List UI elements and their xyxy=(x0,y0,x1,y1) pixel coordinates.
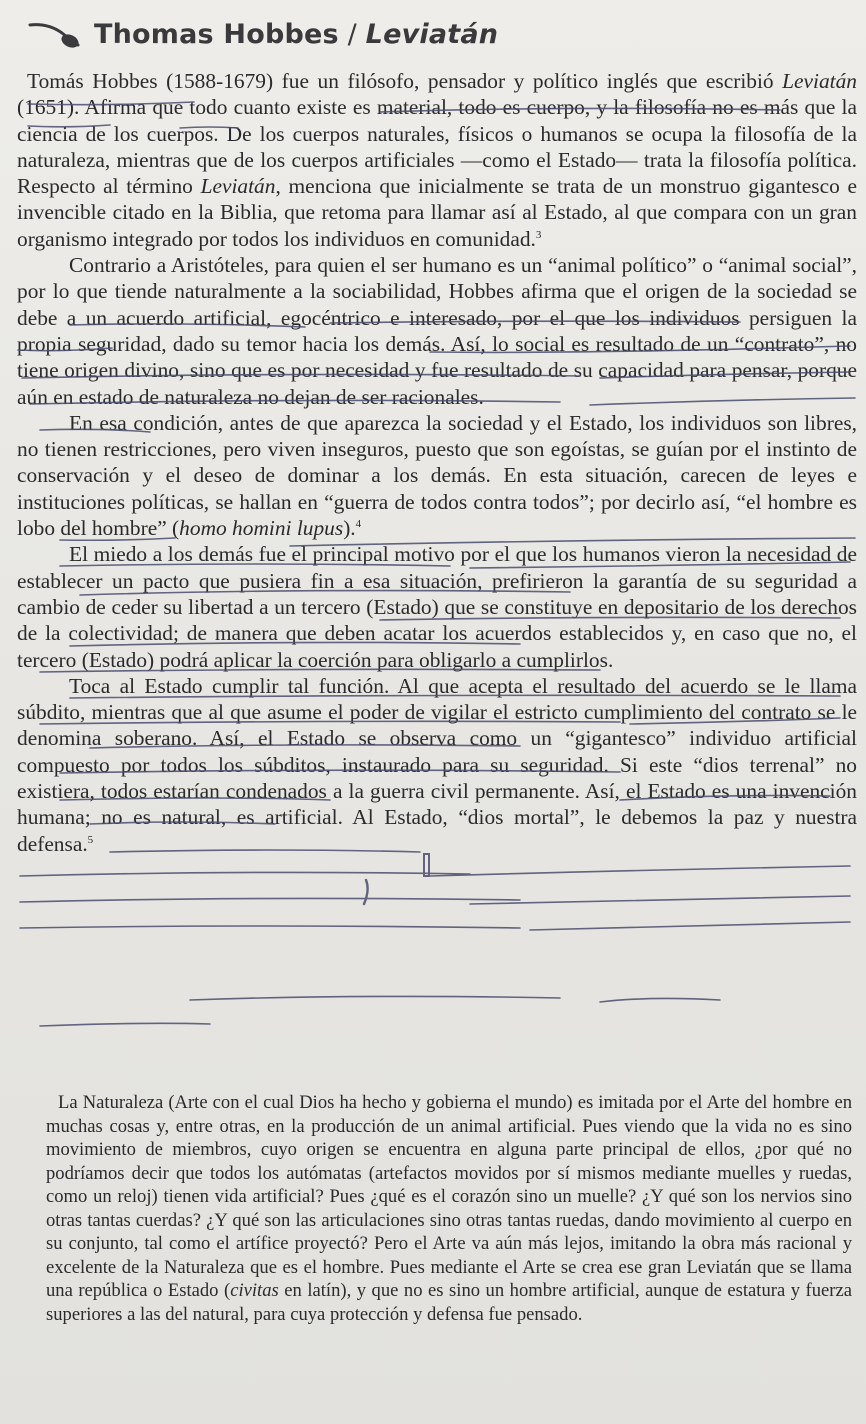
paragraph-3-text-b: ). xyxy=(343,516,356,541)
paragraph-1-text-b: (1651). Afirma que todo cuanto existe es material, todo es cuerpo, y la filosofía no es más que la ciencia de los cuerpos. De los cuerpos naturales, físicos o humanos se ocupa la filosofía de la naturaleza, mientras que de los cuerpos artificiales —como el Estado— trata la filosofía política. Respecto al término xyxy=(17,95,857,199)
section-header xyxy=(28,14,498,54)
paragraph-1 xyxy=(17,68,857,252)
paragraph-5-text: Toca al Estado cumplir tal función. Al que acepta el resultado del acuerdo se le llama súbdito, mientras que al que asume el poder de vigilar el estricto cumplimiento del contrato se le denomina soberano. Así, el Estado se observa como un “gigantesco” individuo artificial compuesto por todos los súbditos, instaurado para su seguridad. Si este “dios terrenal” no existiera, todos estarían condenados a la guerra civil permanente. Así, el Estado es una invención humana; no es natural, es artificial. Al Estado, “dios mortal”, le debemos la paz y nuestra defensa. xyxy=(17,673,857,856)
brush-stroke-icon xyxy=(28,19,80,49)
footnote-ref-5[interactable]: 5 xyxy=(87,833,94,846)
block-quote xyxy=(46,1091,852,1326)
quote-text-a: La Naturaleza (Arte con el cual Dios ha hecho y gobierna el mundo) es imitada por el Arte del hombre en muchas cosas y, entre otras, en la producción de un animal artificial. Pues viendo que la vida no es sino movimiento de miembros, cuyo origen se encuentra en alguna parte principal de ellos, ¿por qué no podríamos decir que todos los autómatas (artefactos movidos por sí mismos mediante muelles y ruedas, como un reloj) tienen vida artificial? Pues ¿qué es el corazón sino un muelle? ¿Y qué son los nervios sino otras tantas cuerdas? ¿Y qué son las articulaciones sino otras tantas ruedas, dando movimiento al cuerpo en su conjunto, tal como el artífice proyectó? Pero el Arte va aún más lejos, imitando la obra más racional y excelente de la Naturaleza que es el hombre. Pues mediante el Arte se crea ese gran Leviatán que se llama una república o Estado ( xyxy=(46,1092,852,1301)
paragraph-1-text-a: Tomás Hobbes (1588-1679) fue un filósofo, pensador y político inglés que escribió xyxy=(27,69,783,93)
title-separator: / xyxy=(338,18,366,50)
underline-mark xyxy=(40,1023,210,1026)
paragraph-3-text-a: En esa condición, antes de que aparezca la sociedad y el Estado, los individuos son libres, no tienen restricciones, pero viven inseguros, puesto que son egoístas, se guían por el instinto de conservación y el deseo de dominar a los demás. En esta situación, carecen de leyes e instituciones políticas, se hallan en “guerra de todos contra todos”; por decirlo así, “el hombre es lobo del hombre” ( xyxy=(17,410,857,541)
footnote-ref-4[interactable]: 4 xyxy=(355,517,362,530)
underline-mark xyxy=(20,926,520,928)
title-author: Thomas Hobbes xyxy=(94,18,339,50)
quote-italic: civitas xyxy=(230,1280,279,1301)
title-work: Leviatán xyxy=(365,18,499,50)
paragraph-4-text: El miedo a los demás fue el principal motivo por el que los humanos vieron la necesidad de establecer un pacto que pusiera fin a esa situación, prefirieron la garantía de su seguridad a cambio de ceder su libertad a un tercero (Estado) que se constituye en depositario de los derechos de la colectividad; de manera que deben acatar los acuerdos establecidos y, en caso que no, el tercero (Estado) podrá aplicar la coerción para obligarlo a cumplirlos. xyxy=(17,542,857,672)
quote-text-b: en latín), y que no es sino un hombre artificial, aunque de estatura y fuerza superiores a las del natural, para cuya protección y defensa fue pensado. xyxy=(46,1280,852,1325)
paragraph-2-text: Contrario a Aristóteles, para quien el ser humano es un “animal político” o “animal social”, por lo que tiende naturalmente a la sociabilidad, Hobbes afirma que el origen de la sociedad se debe a un acuerdo artificial, egocéntrico e interesado, por el que los individuos persiguen la propia seguridad, dado su temor hacia los demás. Así, lo social es resultado de un “contrato”, no tiene origen divino, sino que es por necesidad y fue resultado de su capacidad para pensar, porque aún en estado de naturaleza no dejan de ser racionales. xyxy=(17,253,857,409)
paragraph-5 xyxy=(17,673,857,857)
paragraph-2 xyxy=(17,252,857,410)
underline-mark xyxy=(600,998,720,1002)
paragraph-1-text-c: , menciona que inicialmente se trata de un monstruo gigantesco e invencible citado en la Biblia, que retoma para llamar así al Estado, al que compara con un gran organismo integrado por todos los individuos en comunidad. xyxy=(17,174,858,251)
paragraph-1-italic-b: Leviatán xyxy=(200,174,276,199)
main-text xyxy=(17,68,857,857)
underline-mark xyxy=(20,872,470,876)
underline-mark xyxy=(430,866,850,876)
paragraph-3-italic: homo homini lupus xyxy=(179,516,344,541)
underline-mark xyxy=(190,996,560,1000)
underline-mark xyxy=(20,898,520,902)
underline-mark xyxy=(530,922,850,930)
paragraph-1-italic-a: Leviatán xyxy=(782,69,857,93)
quote-paragraph xyxy=(46,1091,852,1326)
underline-mark xyxy=(470,896,850,904)
bracket-mark xyxy=(364,880,368,904)
paragraph-3 xyxy=(17,410,857,541)
page-title xyxy=(94,19,498,50)
bracket-mark xyxy=(424,854,429,876)
paragraph-4 xyxy=(17,541,857,672)
footnote-ref-3[interactable]: 3 xyxy=(535,228,542,241)
